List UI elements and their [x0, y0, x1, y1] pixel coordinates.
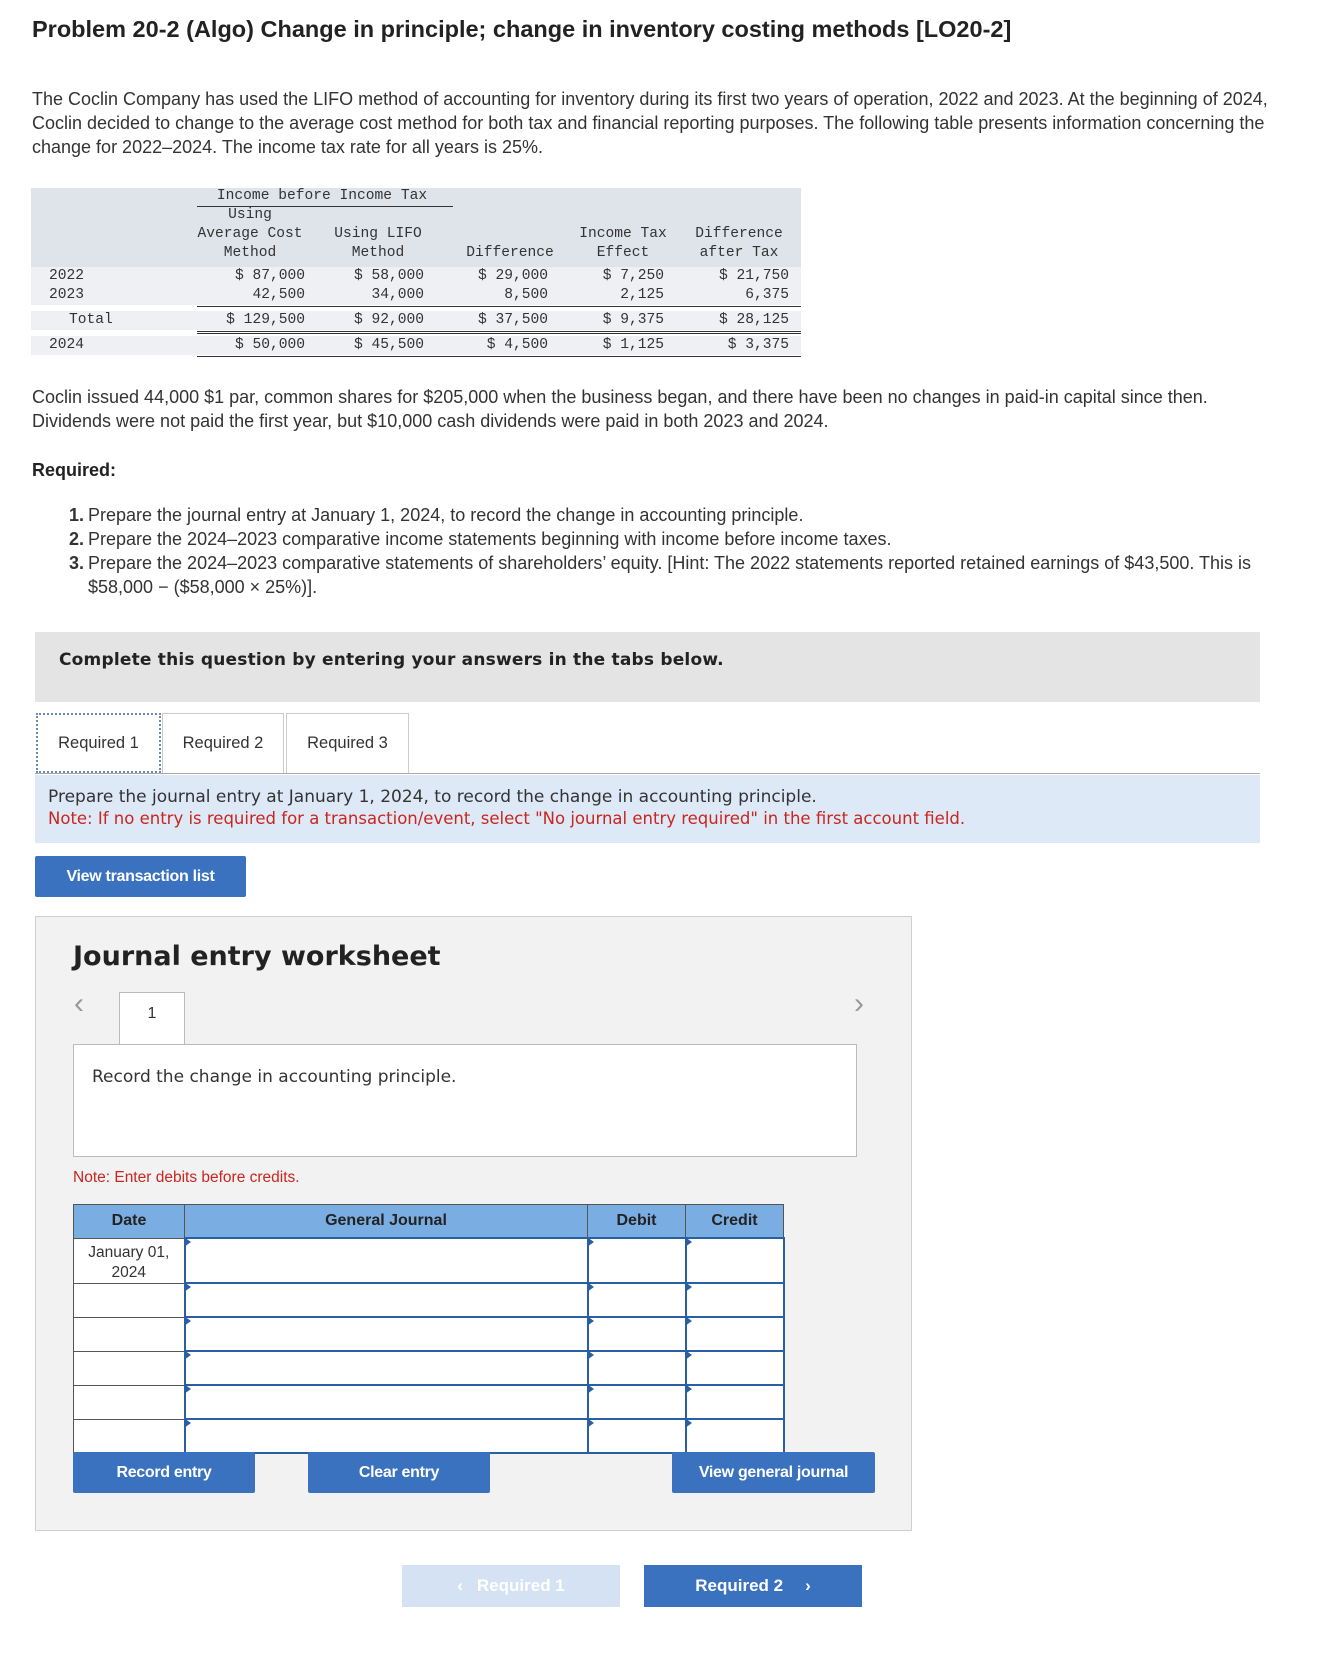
page-title: Problem 20-2 (Algo) Change in principle; change in inventory costing methods [LO20-2]: [32, 16, 1012, 42]
next-required-button[interactable]: Required 2 ›: [644, 1565, 862, 1607]
account-select[interactable]: [185, 1351, 588, 1385]
chevron-left-icon: ‹: [457, 1576, 463, 1595]
view-transaction-list-button[interactable]: View transaction list: [35, 856, 246, 897]
debit-input[interactable]: [588, 1351, 686, 1385]
table-row: [74, 1283, 784, 1317]
credit-input[interactable]: [686, 1351, 784, 1385]
capital-paragraph: Coclin issued 44,000 $1 par, common shares for $205,000 when the business began, and there have been no changes in paid-in capital since then. Dividends were not paid the first year, but $10,000 cash dividends were paid in both 2023 and 2024.: [32, 387, 1208, 431]
col-tax-line1: Income Tax: [579, 226, 667, 242]
prev-required-button[interactable]: ‹ Required 1: [402, 1565, 620, 1607]
data-table: Income before Income Tax Using Average Cost Method Using LIFO Method Difference Income Tax Effect Difference after Tax 2022 $ 87,000 $ 58,000 $ 29,000 $ 7,250 $ 21,750 2023 42,500 34,000 8,500 2,125 6,375 Total $ 129,500 $ 92,000 $ 37,500 $ 9,375 $ 28,125 2024 $ 50,000 $ 45,500 $ 4,500 $ 1,125 $ 3,375: [31, 188, 801, 358]
entry-date: January 01, 2024: [74, 1238, 185, 1283]
date-cell: [74, 1317, 185, 1351]
group-header: Income before Income Tax: [216, 188, 428, 204]
credit-input[interactable]: [686, 1419, 784, 1453]
col-diff: Difference: [466, 245, 554, 261]
required-item: 1. Prepare the journal entry at January 1, 2024, to record the change in accounting principle.: [68, 505, 804, 525]
instruction-note: Note: If no entry is required for a transaction/event, select "No journal entry required" in the first account field.: [48, 809, 966, 828]
col-lifo-line2: Method: [351, 245, 405, 261]
clear-entry-button[interactable]: Clear entry: [308, 1452, 490, 1493]
entry-description: Record the change in accounting principle.: [73, 1044, 857, 1157]
account-select[interactable]: [185, 1385, 588, 1419]
required-item: 3. Prepare the 2024–2023 comparative statements of shareholders’ equity. [Hint: The 2022 statements reported retained earnings of $43,500. This is $58,000 − ($58,000 × 25%)].: [68, 553, 1252, 597]
tab-divider: [35, 773, 1260, 774]
credit-input[interactable]: [686, 1385, 784, 1419]
required-list: [54, 503, 1284, 599]
chevron-right-icon[interactable]: ›: [854, 987, 864, 1020]
required-item: 2. Prepare the 2024–2023 comparative income statements beginning with income before income taxes.: [68, 529, 892, 549]
instruction-text: Prepare the journal entry at January 1, 2024, to record the change in accounting principle.: [48, 787, 817, 807]
debit-input[interactable]: [588, 1283, 686, 1317]
chevron-right-icon: ›: [805, 1576, 811, 1595]
debit-input[interactable]: [588, 1238, 686, 1283]
date-cell: [74, 1351, 185, 1385]
worksheet-page-tab[interactable]: 1: [119, 992, 185, 1047]
col-after-line1: Difference: [695, 226, 783, 242]
account-select[interactable]: [185, 1317, 588, 1351]
date-cell: [74, 1283, 185, 1317]
instruction-panel: [35, 775, 1260, 843]
credit-header: Credit: [686, 1205, 784, 1239]
debit-header: Debit: [588, 1205, 686, 1239]
debit-input[interactable]: [588, 1317, 686, 1351]
account-select[interactable]: [185, 1283, 588, 1317]
worksheet-title: Journal entry worksheet: [73, 941, 441, 972]
chevron-left-icon[interactable]: ‹: [74, 987, 84, 1020]
date-cell: [74, 1419, 185, 1453]
col-tax-line2: Effect: [596, 245, 650, 261]
journal-entry-worksheet: [35, 916, 912, 1531]
table-row: [74, 1351, 784, 1385]
table-row: [74, 1238, 784, 1283]
date-header: Date: [74, 1205, 185, 1239]
tab-required-2[interactable]: Required 2: [162, 713, 284, 773]
tab-required-3[interactable]: Required 3: [286, 713, 409, 773]
journal-table: [73, 1204, 785, 1454]
complete-banner: Complete this question by entering your answers in the tabs below.: [35, 632, 1260, 702]
col-lifo-line1: Using LIFO: [334, 226, 422, 242]
credit-input[interactable]: [686, 1283, 784, 1317]
account-select[interactable]: [185, 1419, 588, 1453]
col-avg-line1: Using: [228, 207, 272, 223]
debit-input[interactable]: [588, 1385, 686, 1419]
date-cell: [74, 1385, 185, 1419]
account-select[interactable]: [185, 1238, 588, 1283]
col-avg-line3: Method: [223, 245, 277, 261]
table-row: [74, 1419, 784, 1453]
tab-required-1[interactable]: Required 1: [36, 713, 161, 773]
table-row: [74, 1385, 784, 1419]
debit-input[interactable]: [588, 1419, 686, 1453]
problem-intro: The Coclin Company has used the LIFO method of accounting for inventory during its first two years of operation, 2022 and 2023. At the beginning of 2024, Coclin decided to change to the average cost method for both tax and financial reporting purposes. The following table presents information concerning the change for 2022–2024. The income tax rate for all years is 25%.: [32, 89, 1268, 157]
record-entry-button[interactable]: Record entry: [73, 1452, 255, 1493]
required-heading: Required:: [32, 460, 117, 480]
credit-input[interactable]: [686, 1317, 784, 1351]
col-after-line2: after Tax: [699, 245, 779, 261]
col-avg-line2: Average Cost: [197, 226, 303, 242]
table-row: [74, 1317, 784, 1351]
general-journal-header: General Journal: [185, 1205, 588, 1239]
debits-note: Note: Enter debits before credits.: [73, 1169, 300, 1186]
view-general-journal-button[interactable]: View general journal: [672, 1452, 875, 1493]
credit-input[interactable]: [686, 1238, 784, 1283]
